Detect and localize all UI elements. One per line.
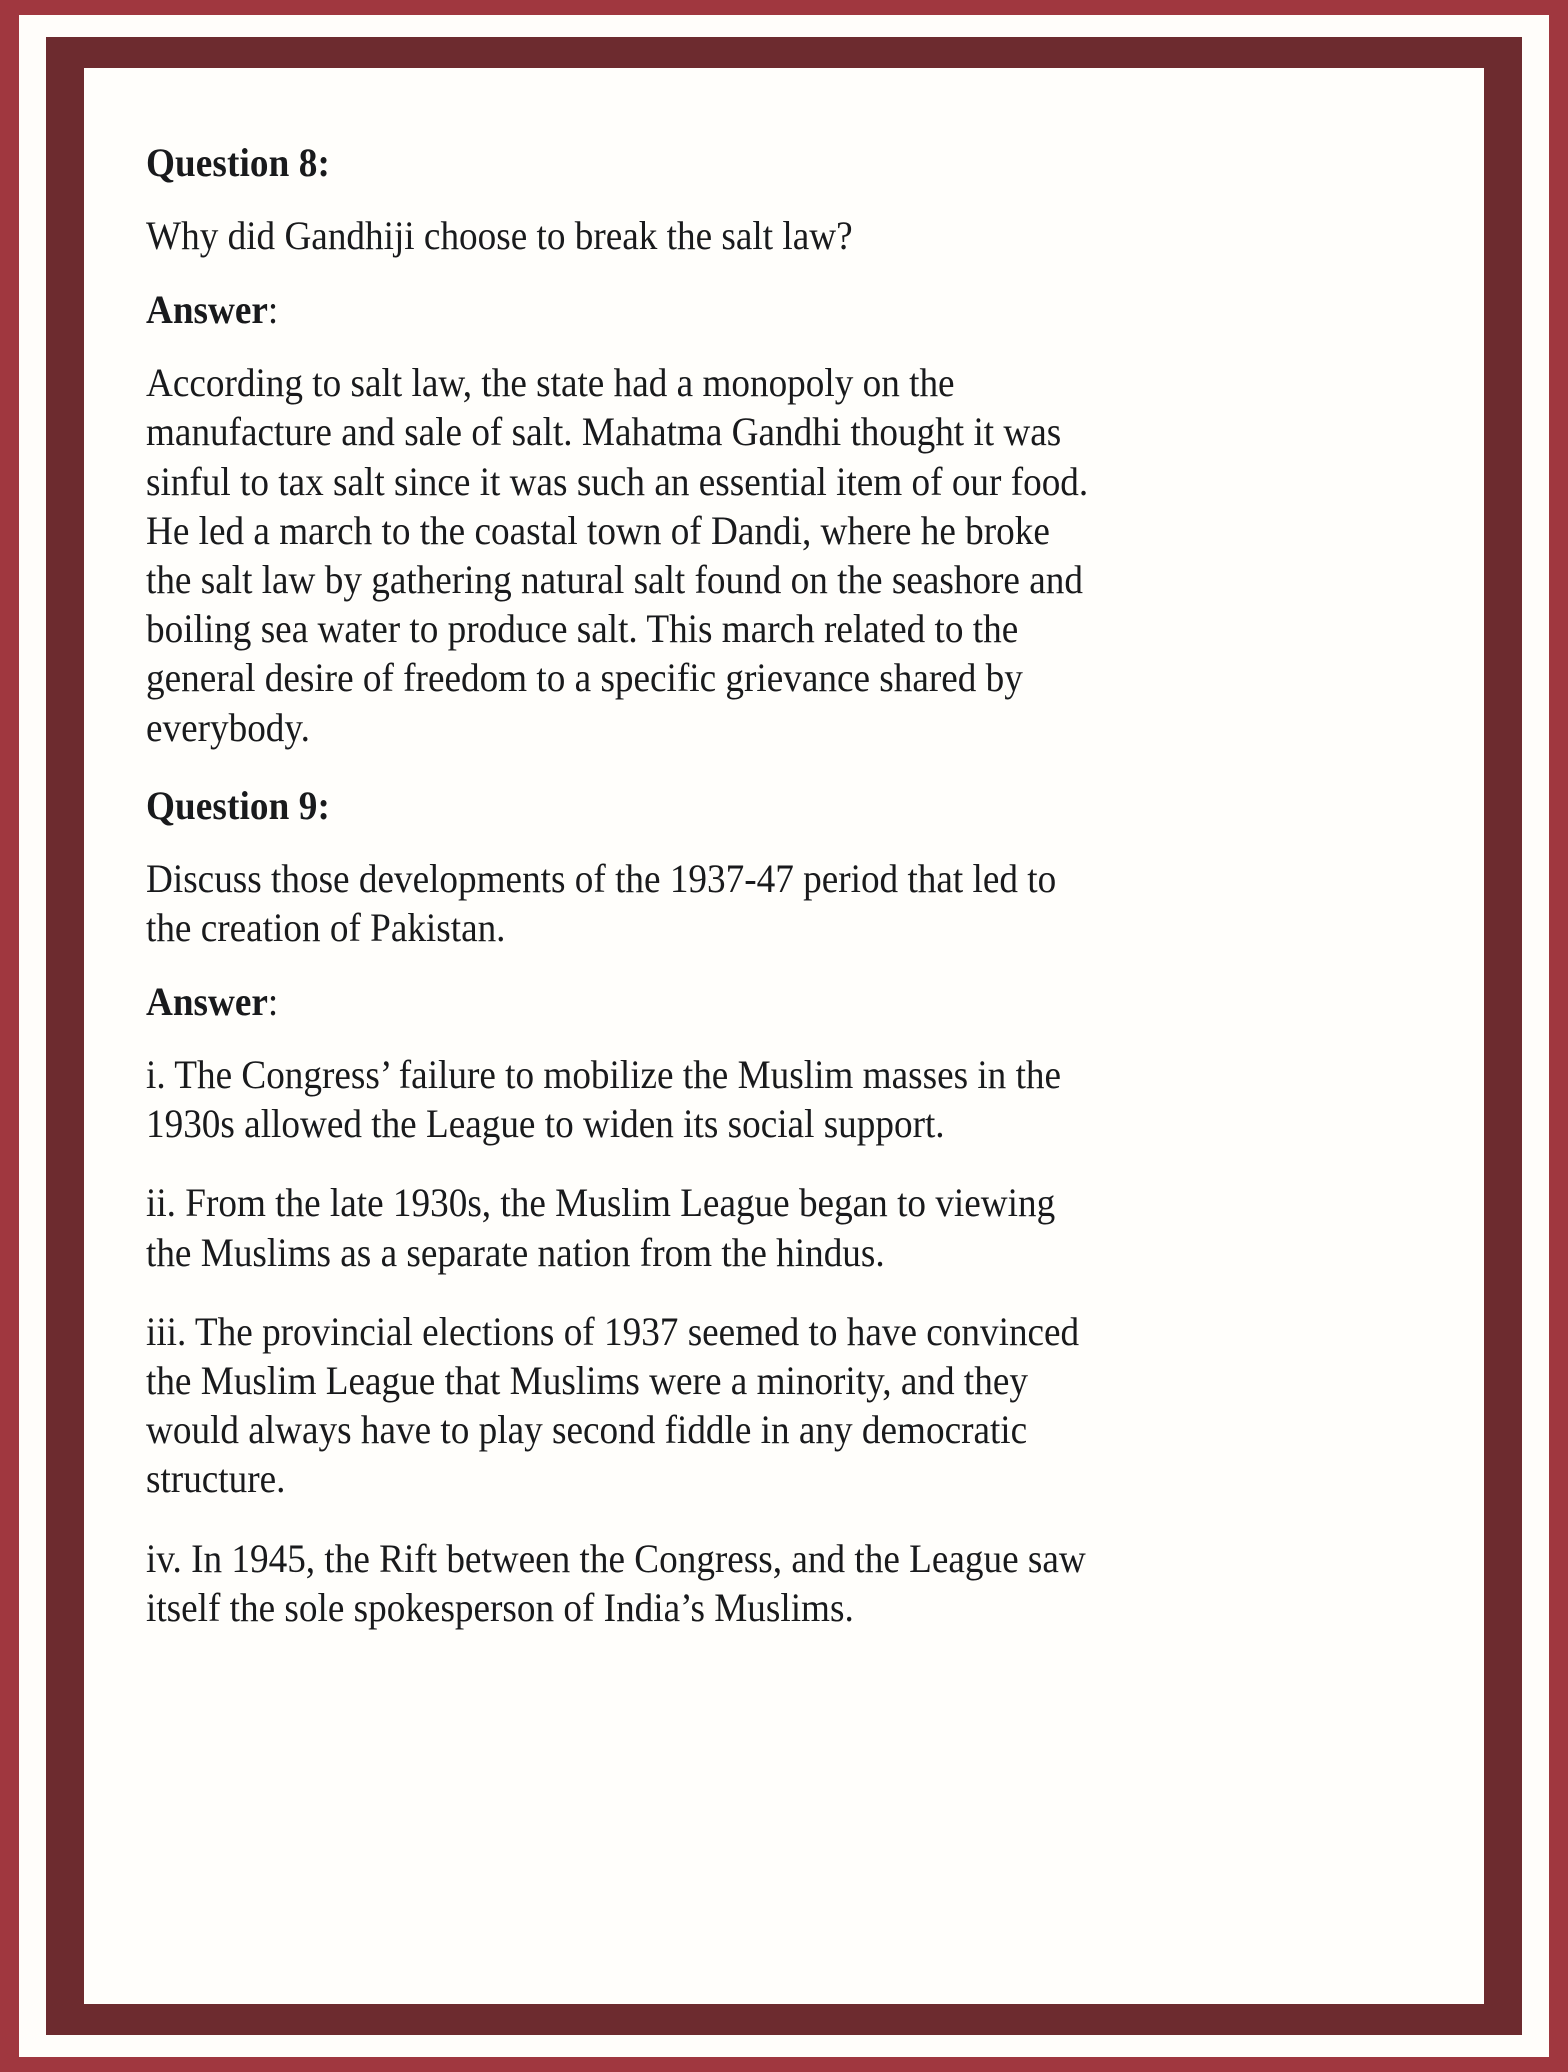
- answer-label-colon-8: :: [267, 287, 279, 333]
- document-content: [146, 140, 1176, 1662]
- answer-label-colon-9: :: [267, 979, 279, 1025]
- question-9-text: Discuss those developments of the 1937-47 period that led to the creation of Pakistan.: [146, 855, 1057, 950]
- question-9-answer-label: [146, 979, 1104, 1025]
- question-9-answer-item-i: i. The Congress’ failure to mobilize the Muslim masses in the 1930s allowed the League to widen its social support.: [146, 1052, 1062, 1147]
- page-border-inner-rule: [46, 37, 1522, 2035]
- question-8-heading: Question 8:: [146, 140, 330, 185]
- question-8-answer-paragraph: According to salt law, the state had a monopoly on the manufacture and sale of salt. Mahatma Gandhi thought it was sinful to tax salt since it was such an essential item of our food. He led a march to the coastal town of Dandi, where he broke the salt law by gathering natural salt found on the seashore and boiling sea water to produce salt. This march related to the general desire of freedom to a specific grievance shared by everybody.: [146, 360, 1089, 750]
- question-9-answer-item-iii: iii. The provincial elections of 1937 seemed to have convinced the Muslim League that Muslims were a minority, and they would always have to play second fiddle in any democratic structure.: [146, 1308, 1080, 1502]
- question-8-text: Why did Gandhiji choose to break the salt law?: [146, 213, 853, 258]
- question-9-heading: Question 9:: [146, 782, 330, 828]
- document-page: [84, 68, 1484, 2004]
- page-border-gap: [19, 15, 1549, 2057]
- question-8-answer-label: [146, 287, 1104, 333]
- question-9-answer-item-iv: iv. In 1945, the Rift between the Congress, and the League saw itself the sole spokesperson of India’s Muslims.: [146, 1535, 1086, 1630]
- answer-label-bold-9: Answer: [146, 979, 268, 1025]
- answer-label-bold-8: Answer: [146, 287, 268, 333]
- question-9-answer-item-ii: ii. From the late 1930s, the Muslim League began to viewing the Muslims as a separate nation from the hindus.: [146, 1180, 1056, 1275]
